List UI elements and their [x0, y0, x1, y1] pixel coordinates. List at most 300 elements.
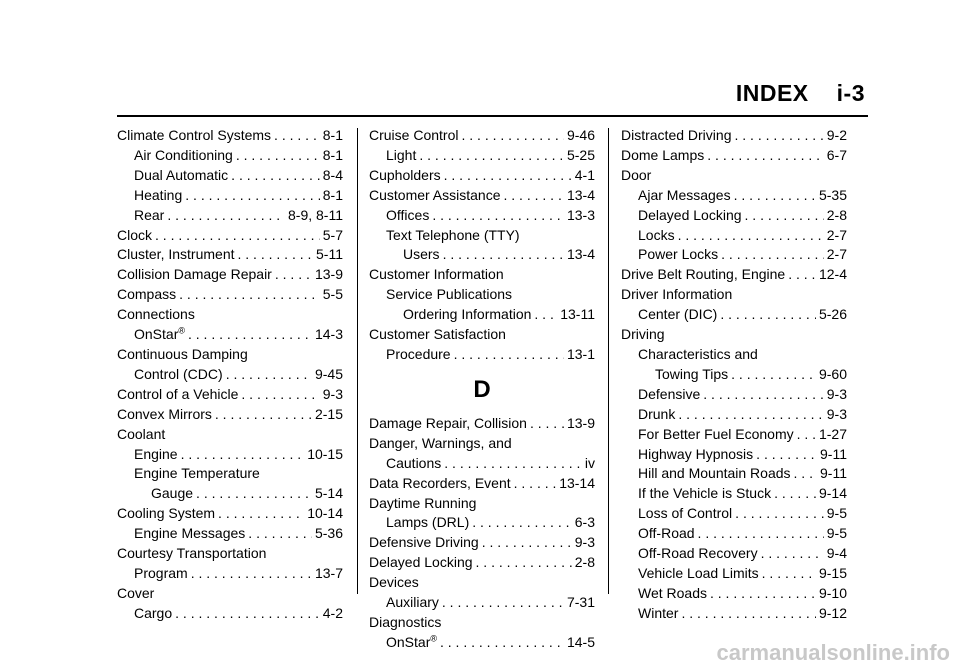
index-entry [117, 504, 343, 524]
page-reference: 9-46 [566, 127, 595, 143]
index-entry [369, 305, 595, 325]
entry-label-text: Characteristics and [638, 345, 758, 362]
entry-label-text: Driver Information [621, 286, 733, 303]
page-reference: 6-7 [826, 146, 847, 163]
index-heading [117, 425, 343, 445]
entry-label [638, 186, 731, 206]
index-entry [369, 513, 595, 533]
dot-leader [155, 226, 320, 246]
dot-leader [175, 604, 320, 624]
entry-label-text: Vehicle Load Limits [638, 564, 759, 581]
entry-label [134, 186, 182, 206]
entry-label-text: Engine [134, 445, 178, 462]
entry-label-text: Dual Automatic [134, 166, 229, 183]
entry-label-text: Power Locks [638, 246, 719, 263]
entry-label-text: Lamps (DRL) [386, 514, 470, 531]
entry-label [369, 614, 441, 630]
entry-label [621, 326, 665, 342]
entry-label [638, 584, 707, 604]
page-reference: 12-4 [818, 266, 847, 283]
index-heading [621, 325, 847, 345]
page-reference: 4-1 [574, 166, 595, 183]
page-reference: 13-14 [559, 474, 595, 491]
entry-label [638, 464, 791, 484]
entry-label-text: Defensive Driving [369, 534, 479, 551]
entry-label [369, 126, 458, 146]
entry-label-text: Distracted Driving [621, 127, 732, 143]
entry-label [369, 553, 473, 573]
entry-label-text: OnStar [386, 633, 431, 650]
page-reference: 7-31 [566, 594, 595, 611]
entry-label [638, 346, 758, 362]
index-entry [117, 166, 343, 186]
dot-leader [794, 464, 817, 484]
entry-label-text: Text Telephone (TTY) [386, 226, 520, 243]
index-heading [621, 285, 847, 305]
index-entry [369, 474, 595, 494]
page-reference: 9-2 [826, 127, 847, 143]
page-reference: 13-3 [566, 206, 595, 223]
section-title: INDEX [735, 80, 809, 106]
registered-mark: ® [178, 325, 185, 336]
dot-leader [440, 633, 564, 653]
dot-leader [231, 166, 320, 186]
page-reference: 5-26 [818, 306, 847, 323]
index-entry [621, 206, 847, 226]
header-rule [117, 115, 868, 117]
entry-label [638, 564, 759, 584]
index-entry [621, 584, 847, 604]
entry-label [134, 166, 228, 186]
entry-label [369, 474, 511, 494]
page-reference: 9-11 [820, 465, 847, 482]
index-heading [369, 573, 595, 593]
entry-label [386, 286, 512, 302]
entry-label-text: Center (DIC) [638, 306, 718, 323]
entry-label [621, 265, 785, 285]
index-heading [369, 325, 595, 345]
index-entry [369, 166, 595, 186]
entry-label [117, 585, 154, 601]
entry-label [134, 465, 260, 481]
entry-label-text: Connections [117, 306, 195, 323]
entry-label [403, 305, 531, 325]
dot-leader [442, 593, 564, 613]
page-reference: 9-4 [826, 545, 847, 562]
index-entry [369, 345, 595, 365]
index-entry [117, 365, 343, 385]
entry-label-text: Winter [638, 604, 679, 621]
entry-label-text: Danger, Warnings, and [369, 434, 512, 451]
entry-label [386, 633, 437, 653]
dot-leader [681, 604, 816, 624]
entry-label [134, 365, 223, 385]
index-entry [117, 385, 343, 405]
entry-label-text: Air Conditioning [134, 146, 233, 163]
entry-label-text: Cluster, Instrument [117, 246, 235, 263]
page-reference: 13-4 [566, 186, 595, 203]
entry-label [369, 266, 504, 282]
entry-label [134, 524, 245, 544]
entry-label-text: Locks [638, 226, 675, 243]
entry-label-text: Light [386, 146, 417, 163]
entry-label [134, 564, 188, 584]
dot-leader [756, 445, 817, 465]
page-reference: 9-5 [826, 505, 847, 522]
dot-leader [248, 524, 312, 544]
index-entry [369, 553, 595, 573]
dot-leader [181, 445, 305, 465]
index-entry [621, 305, 847, 325]
watermark: carmanualsonline.info [716, 640, 950, 665]
entry-label [134, 445, 178, 465]
page-reference: 5-36 [314, 525, 343, 542]
column-divider [608, 128, 609, 594]
registered-mark: ® [430, 633, 437, 644]
page-reference: 5-14 [314, 485, 343, 502]
entry-label [134, 604, 172, 624]
page-reference: 13-1 [566, 345, 595, 362]
dot-leader [167, 206, 285, 226]
dot-leader [721, 245, 824, 265]
page-reference: 9-3 [826, 385, 847, 402]
entry-label [386, 593, 439, 613]
entry-label-text: Delayed Locking [638, 206, 742, 223]
entry-label [117, 126, 271, 146]
entry-label-text: Driving [621, 326, 665, 343]
entry-label [655, 365, 728, 385]
entry-label [638, 226, 675, 246]
dot-leader [731, 365, 816, 385]
index-entry [369, 533, 595, 553]
entry-label [638, 484, 771, 504]
entry-label-text: Gauge [151, 485, 194, 502]
entry-label-text: Off-Road [638, 525, 695, 542]
entry-label-text: Offices [386, 206, 430, 223]
index-heading [117, 544, 343, 564]
index-heading [369, 434, 595, 454]
page-reference: 5-11 [316, 246, 343, 263]
page-reference: 9-5 [826, 525, 847, 542]
entry-label-text: Damage Repair, Collision [369, 414, 527, 431]
index-heading [621, 166, 847, 186]
index-entry [621, 226, 847, 246]
index-entry [369, 414, 595, 434]
entry-label-text: Devices [369, 574, 419, 591]
page-reference: 9-3 [826, 405, 847, 422]
dot-leader [419, 146, 564, 166]
page-reference: 2-15 [314, 405, 343, 422]
entry-label-text: If the Vehicle is Stuck [638, 485, 772, 502]
page-reference: iv [584, 454, 595, 471]
entry-label-text: Rear [134, 206, 165, 223]
dot-leader [443, 245, 564, 265]
entry-label-text: For Better Fuel Economy [638, 425, 794, 442]
dot-leader [703, 385, 824, 405]
entry-label-text: Drunk [638, 405, 676, 422]
index-entry [369, 146, 595, 166]
index-entry [117, 126, 343, 146]
index-entry [117, 445, 343, 465]
entry-label [369, 414, 527, 434]
index-entry [369, 126, 595, 146]
dot-leader [735, 504, 824, 524]
entry-label [117, 426, 165, 442]
index-entry [621, 385, 847, 405]
dot-leader [191, 564, 312, 584]
index-entry [621, 524, 847, 544]
dot-leader [734, 126, 823, 146]
dot-leader [514, 474, 557, 494]
entry-label [386, 227, 520, 243]
dot-leader [678, 405, 823, 425]
dot-leader [698, 524, 824, 544]
page-reference: 13-4 [566, 246, 595, 263]
index-heading [369, 494, 595, 514]
dot-leader [762, 564, 816, 584]
entry-label [369, 326, 506, 342]
entry-label [369, 495, 476, 511]
entry-label-text: Wet Roads [638, 584, 707, 601]
page-reference: 8-1 [322, 146, 343, 163]
dot-leader [678, 226, 824, 246]
entry-label-text: Defensive [638, 385, 701, 402]
entry-label [117, 385, 238, 405]
index-entry [369, 593, 595, 613]
index-entry [621, 564, 847, 584]
index-heading [117, 345, 343, 365]
page-reference: 8-9, 8-11 [288, 206, 343, 223]
page-reference: 13-11 [560, 306, 595, 323]
entry-label [621, 286, 732, 302]
page-reference: 5-7 [322, 226, 343, 243]
index-heading [117, 464, 343, 484]
index-entry [369, 206, 595, 226]
index-entry [117, 206, 343, 226]
page-reference: 2-7 [826, 246, 847, 263]
entry-label [369, 574, 419, 590]
dot-leader [196, 484, 312, 504]
entry-label [621, 146, 704, 166]
index-column-1 [117, 126, 343, 624]
page-reference: 9-10 [818, 584, 847, 601]
page-reference: 4-2 [322, 604, 343, 621]
dot-leader [185, 186, 320, 206]
entry-label [638, 445, 753, 465]
dot-leader [238, 245, 314, 265]
dot-leader [215, 405, 312, 425]
entry-label-text: Cover [117, 584, 155, 601]
entry-label [638, 504, 732, 524]
index-entry [369, 245, 595, 265]
entry-label [638, 206, 742, 226]
page-reference: 9-3 [574, 534, 595, 551]
dot-leader [720, 305, 816, 325]
entry-label-text: Ordering Information [403, 306, 532, 323]
dot-leader [218, 504, 304, 524]
page-reference: 8-4 [322, 166, 343, 183]
page-reference: 9-45 [314, 365, 343, 382]
index-entry [117, 265, 343, 285]
entry-label [621, 167, 651, 183]
entry-label [117, 265, 272, 285]
page-reference: 2-8 [826, 206, 847, 223]
entry-label [621, 126, 731, 146]
entry-label-text: Diagnostics [369, 613, 442, 630]
index-entry [369, 633, 595, 653]
index-heading [621, 345, 847, 365]
dot-leader [444, 166, 572, 186]
entry-label-text: Towing Tips [655, 365, 729, 382]
entry-label-text: Cautions [386, 454, 442, 471]
index-entry [621, 186, 847, 206]
entry-label-text: Highway Hypnosis [638, 445, 754, 462]
dot-leader [454, 345, 564, 365]
entry-label-text: Procedure [386, 345, 451, 362]
entry-label-text: Collision Damage Repair [117, 266, 272, 283]
dot-leader [461, 126, 563, 146]
index-heading [369, 285, 595, 305]
index-entry [117, 325, 343, 345]
page-reference: 1-27 [818, 425, 847, 442]
page-number: i-3 [836, 80, 865, 106]
page-reference: 9-12 [818, 604, 847, 621]
entry-label [117, 245, 235, 265]
dot-leader [710, 584, 816, 604]
entry-label-text: Cruise Control [369, 127, 459, 143]
entry-label-text: Customer Satisfaction [369, 326, 506, 343]
dot-leader [504, 186, 564, 206]
page-reference: 6-3 [574, 514, 595, 531]
entry-label [386, 513, 469, 533]
entry-label [117, 306, 195, 322]
entry-label-text: Courtesy Transportation [117, 545, 267, 562]
dot-leader [226, 365, 312, 385]
dot-leader [530, 414, 564, 434]
entry-label [386, 146, 416, 166]
entry-label-text: Cargo [134, 604, 173, 621]
entry-label [638, 245, 718, 265]
index-entry [117, 484, 343, 504]
entry-label-text: Service Publications [386, 286, 513, 303]
index-entry [369, 454, 595, 474]
entry-label [386, 454, 441, 474]
page-reference: 2-7 [826, 226, 847, 243]
entry-label-text: Control of a Vehicle [117, 385, 239, 402]
page-reference: 5-5 [322, 286, 343, 303]
index-entry [621, 504, 847, 524]
page-reference: 9-14 [818, 485, 847, 502]
entry-label-text: Cooling System [117, 505, 216, 522]
entry-label-text: Clock [117, 226, 153, 243]
index-entry [369, 186, 595, 206]
entry-label [369, 533, 479, 553]
dot-leader [444, 454, 582, 474]
page-reference: 13-9 [314, 266, 343, 283]
page-reference: 14-5 [566, 633, 595, 650]
entry-label-text: OnStar [134, 326, 179, 343]
entry-label [134, 206, 164, 226]
entry-label-text: Coolant [117, 425, 166, 442]
entry-label-text: Loss of Control [638, 505, 733, 522]
index-entry [621, 464, 847, 484]
entry-label [638, 305, 717, 325]
entry-label-text: Heating [134, 186, 183, 203]
entry-label [638, 385, 700, 405]
entry-label-text: Convex Mirrors [117, 405, 212, 422]
entry-label-text: Engine Temperature [134, 465, 260, 482]
index-entry [621, 425, 847, 445]
dot-leader [241, 385, 319, 405]
entry-label-text: Door [621, 166, 652, 183]
entry-label-text: Control (CDC) [134, 365, 223, 382]
entry-label [117, 545, 266, 561]
entry-label [638, 604, 678, 624]
entry-label-text: Ajar Messages [638, 186, 731, 203]
entry-label [386, 206, 429, 226]
entry-label-text: Engine Messages [134, 525, 246, 542]
entry-label-text: Daytime Running [369, 494, 477, 511]
index-heading [369, 613, 595, 633]
column-divider [357, 128, 358, 594]
entry-label [134, 146, 233, 166]
dot-leader [482, 533, 572, 553]
entry-label-text: Hill and Mountain Roads [638, 465, 791, 482]
entry-label [369, 186, 501, 206]
index-entry [621, 146, 847, 166]
dot-leader [432, 206, 564, 226]
dot-leader [797, 425, 816, 445]
index-entry [117, 146, 343, 166]
index-entry [117, 285, 343, 305]
page-reference: 5-35 [818, 186, 847, 203]
entry-label-text: Customer Information [369, 266, 504, 283]
entry-label-text: Program [134, 564, 188, 581]
index-entry [117, 524, 343, 544]
index-heading [369, 265, 595, 285]
entry-label [638, 524, 695, 544]
entry-label-text: Off-Road Recovery [638, 545, 758, 562]
entry-label [151, 484, 193, 504]
dot-leader [236, 146, 320, 166]
page-reference: 9-11 [820, 445, 847, 462]
index-entry [621, 265, 847, 285]
page-reference: 8-1 [322, 186, 343, 203]
index-entry [117, 405, 343, 425]
index-entry [621, 245, 847, 265]
entry-label-text: Continuous Damping [117, 345, 248, 362]
dot-leader [188, 325, 312, 345]
dot-leader [472, 513, 572, 533]
index-entry [117, 186, 343, 206]
page-reference: 9-60 [818, 365, 847, 382]
entry-label [117, 226, 152, 246]
page-reference: 10-14 [307, 505, 343, 522]
entry-label-text: Cupholders [369, 166, 441, 183]
entry-label [638, 544, 758, 564]
index-entry [621, 445, 847, 465]
dot-leader [761, 544, 824, 564]
dot-leader [734, 186, 816, 206]
page-reference: 14-3 [314, 326, 343, 343]
index-entry [621, 126, 847, 146]
index-entry [117, 564, 343, 584]
entry-label [117, 346, 248, 362]
entry-label [403, 245, 440, 265]
entry-label [386, 345, 451, 365]
entry-label-text: Drive Belt Routing, Engine [621, 266, 786, 283]
dot-leader [476, 553, 572, 573]
